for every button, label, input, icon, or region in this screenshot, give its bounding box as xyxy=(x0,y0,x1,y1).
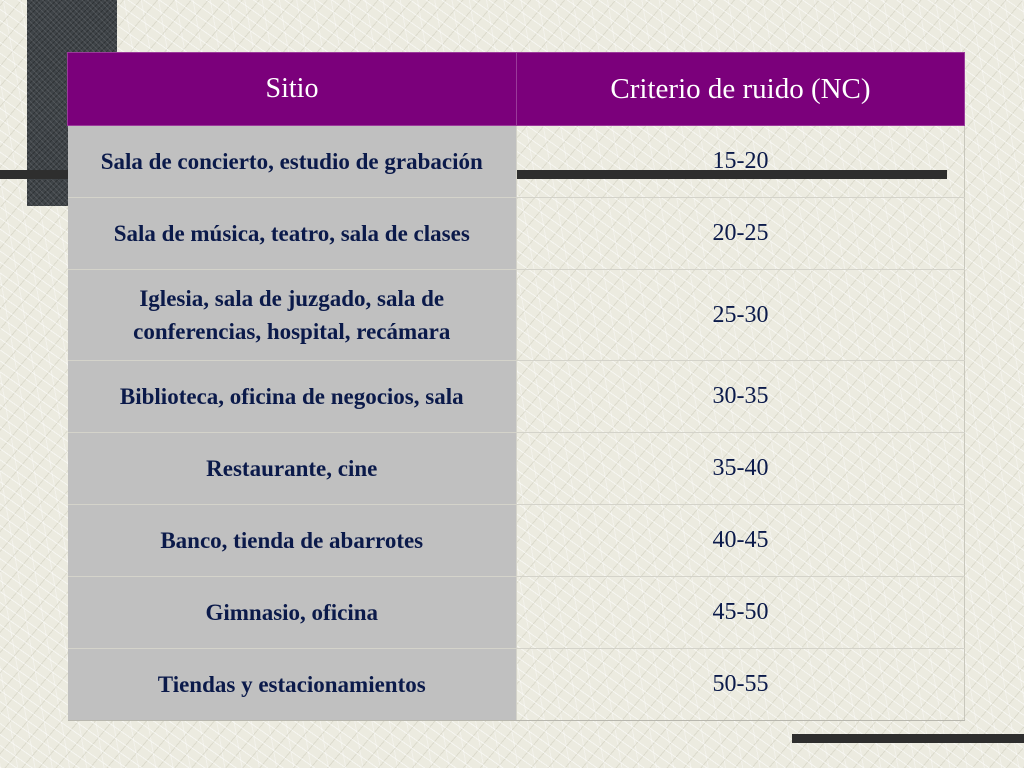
site-cell: Sala de música, teatro, sala de clases xyxy=(68,198,517,270)
table-row xyxy=(68,270,965,361)
site-cell: Tiendas y estacionamientos xyxy=(68,649,517,721)
table-row xyxy=(68,433,965,505)
table-row xyxy=(68,649,965,721)
nc-cell: 50-55 xyxy=(517,649,965,721)
table-row xyxy=(68,198,965,270)
table-header-row xyxy=(68,53,965,126)
decorative-line-bottom xyxy=(792,734,1024,743)
nc-cell: 30-35 xyxy=(517,361,965,433)
header-sitio: Sitio xyxy=(68,53,517,126)
nc-cell: 40-45 xyxy=(517,505,965,577)
site-cell: Banco, tienda de abarrotes xyxy=(68,505,517,577)
nc-cell: 20-25 xyxy=(517,198,965,270)
table-row xyxy=(68,577,965,649)
table-row xyxy=(68,126,965,198)
nc-cell: 35-40 xyxy=(517,433,965,505)
nc-cell: 25-30 xyxy=(517,270,965,361)
site-cell: Iglesia, sala de juzgado, sala de conferencias, hospital, recámara xyxy=(68,270,517,361)
table-row xyxy=(68,361,965,433)
site-cell: Restaurante, cine xyxy=(68,433,517,505)
site-cell: Sala de concierto, estudio de grabación xyxy=(68,126,517,198)
table-row xyxy=(68,505,965,577)
site-cell: Gimnasio, oficina xyxy=(68,577,517,649)
header-criterio: Criterio de ruido (NC) xyxy=(517,53,965,126)
nc-cell: 45-50 xyxy=(517,577,965,649)
site-cell: Biblioteca, oficina de negocios, sala xyxy=(68,361,517,433)
nc-cell: 15-20 xyxy=(517,126,965,198)
noise-criteria-table xyxy=(67,52,965,721)
